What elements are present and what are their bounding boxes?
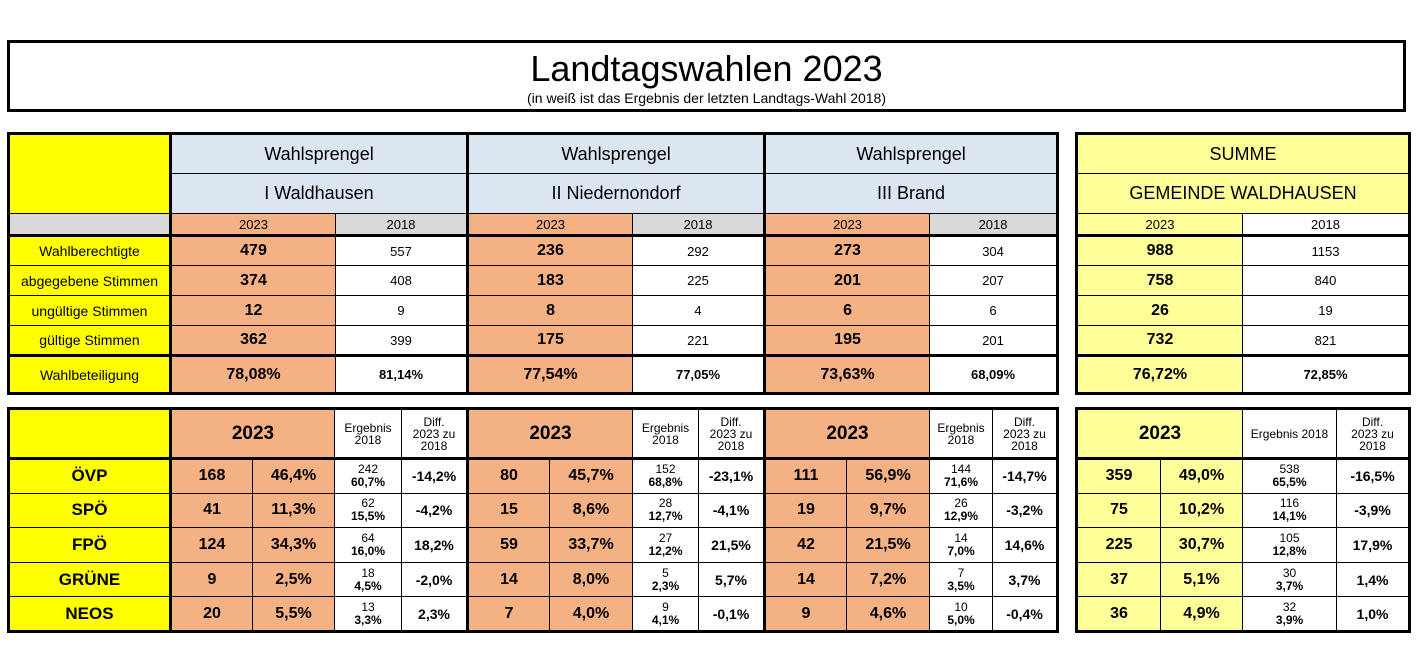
diff-header	[699, 409, 765, 459]
result-2018	[335, 459, 402, 494]
party-row	[1077, 528, 1410, 563]
result-2018-votes: 13	[361, 599, 375, 614]
turnout-2018: 68,09%	[930, 356, 1058, 394]
result-2018	[930, 459, 993, 494]
cell-line: 2018	[1359, 438, 1386, 453]
turnout-2018: 81,14%	[336, 356, 468, 394]
sum-value-2023: 988	[1077, 236, 1243, 266]
cell-line: 2023 zu	[412, 426, 456, 441]
sum-votes-2023: 75	[1077, 493, 1161, 528]
result-2018-votes: 7	[957, 565, 965, 580]
cell-line: 2018	[947, 432, 975, 447]
percent-2023: 34,3%	[253, 528, 335, 563]
year-new-header: 2023	[765, 214, 930, 236]
sum-value-2018: 821	[1243, 326, 1410, 356]
turnout-row	[1077, 356, 1410, 394]
sum-result-2018-percent: 12,8%	[1272, 543, 1307, 558]
value-2023: 8	[468, 296, 633, 326]
party-row	[1077, 562, 1410, 597]
year-2023-header: 2023	[468, 409, 633, 459]
result-2018	[930, 528, 993, 563]
result-2018	[335, 528, 402, 563]
party-header-row	[9, 409, 1058, 459]
sum-percent-2023: 10,2%	[1161, 493, 1243, 528]
result-2018	[930, 493, 993, 528]
result-2018-percent: 16,0%	[350, 543, 386, 558]
stats-row	[1077, 296, 1410, 326]
diff-value: 18,2%	[402, 528, 468, 563]
votes-2023: 19	[765, 493, 847, 528]
year-old-header: 2018	[336, 214, 468, 236]
party-row	[1077, 493, 1410, 528]
percent-2023: 5,5%	[253, 597, 335, 632]
sum-turnout-2018: 72,85%	[1243, 356, 1410, 394]
result-2018	[633, 562, 699, 597]
diff-value: 5,7%	[699, 562, 765, 597]
cell-line: Diff.	[423, 414, 445, 429]
party-name: ÖVP	[9, 459, 171, 494]
result-2018-votes: 26	[954, 496, 968, 511]
result-2018-votes: 242	[357, 462, 379, 477]
sum-diff-value: 1,0%	[1337, 597, 1410, 632]
result-2018-percent: 12,9%	[943, 509, 979, 524]
diff-value: -2,0%	[402, 562, 468, 597]
value-2023: 201	[765, 266, 930, 296]
value-2023: 175	[468, 326, 633, 356]
sum-result-2018-percent: 3,9%	[1275, 612, 1304, 627]
cell-line: 2018	[652, 432, 679, 447]
votes-2023: 41	[171, 493, 253, 528]
sprengel-name-line1: Wahlsprengel	[765, 134, 1058, 174]
cell-line: 2023 zu	[1351, 426, 1394, 441]
sum-diff-value: -3,9%	[1337, 493, 1410, 528]
turnout-2023: 78,08%	[171, 356, 336, 394]
sprengel-name-line2: II Niedernondorf	[468, 174, 765, 214]
value-2018: 207	[930, 266, 1058, 296]
sum-votes-2023: 36	[1077, 597, 1161, 632]
row-label: abgegebene Stimmen	[9, 266, 171, 296]
value-2018: 408	[336, 266, 468, 296]
cell-line: 2023 zu	[1003, 426, 1046, 441]
party-name: GRÜNE	[9, 562, 171, 597]
sum-votes-2023: 359	[1077, 459, 1161, 494]
result-2018-percent: 15,5%	[350, 509, 386, 524]
sprengel-name-line2: III Brand	[765, 174, 1058, 214]
party-row	[1077, 597, 1410, 632]
sum-result-2018-votes: 30	[1282, 565, 1297, 580]
votes-2023: 124	[171, 528, 253, 563]
sum-diff-value: 17,9%	[1337, 528, 1410, 563]
votes-2023: 20	[171, 597, 253, 632]
value-2018: 4	[633, 296, 765, 326]
votes-2023: 9	[171, 562, 253, 597]
stats-row	[1077, 236, 1410, 266]
result-2018-header	[930, 409, 993, 459]
value-2018: 399	[336, 326, 468, 356]
diff-value: -23,1%	[699, 459, 765, 494]
year-blank-cell	[9, 214, 171, 236]
diff-value: -14,7%	[993, 459, 1058, 494]
sum-percent-2023: 30,7%	[1161, 528, 1243, 563]
cell-line: Diff.	[1013, 414, 1036, 429]
result-2018	[335, 597, 402, 632]
percent-2023: 33,7%	[550, 528, 633, 563]
year-header-row	[9, 214, 1058, 236]
stats-row	[9, 236, 1058, 266]
votes-2023: 111	[765, 459, 847, 494]
sum-result-2018-percent: 3,7%	[1275, 578, 1304, 593]
result-2018	[335, 493, 402, 528]
result-2018-percent: 68,8%	[648, 475, 683, 490]
turnout-2023: 73,63%	[765, 356, 930, 394]
result-2018-votes: 28	[658, 496, 673, 511]
result-2018	[633, 597, 699, 632]
value-2023: 374	[171, 266, 336, 296]
party-table-summe	[1075, 407, 1411, 633]
percent-2023: 2,5%	[253, 562, 335, 597]
sprengel-header-row	[9, 134, 1058, 174]
result-2018-votes: 10	[954, 599, 968, 614]
year-2023-header: 2023	[765, 409, 930, 459]
turnout-2023: 77,54%	[468, 356, 633, 394]
votes-2023: 7	[468, 597, 550, 632]
sprengel-name-line1: Wahlsprengel	[468, 134, 765, 174]
percent-2023: 4,6%	[847, 597, 930, 632]
header-blank-cell	[9, 134, 171, 214]
sum-percent-2023: 4,9%	[1161, 597, 1243, 632]
value-2018: 292	[633, 236, 765, 266]
percent-2023: 7,2%	[847, 562, 930, 597]
stats-row	[1077, 266, 1410, 296]
percent-2023: 56,9%	[847, 459, 930, 494]
sum-result-2018	[1243, 597, 1337, 632]
result-2018-percent: 3,3%	[354, 612, 382, 627]
page-title: Landtagswahlen 2023	[530, 48, 883, 89]
year-old-header: 2018	[930, 214, 1058, 236]
sum-result-2018-votes: 116	[1279, 496, 1300, 511]
value-2023: 273	[765, 236, 930, 266]
diff-value: 3,7%	[993, 562, 1058, 597]
votes-2023: 14	[765, 562, 847, 597]
votes-2023: 9	[765, 597, 847, 632]
result-2018-percent: 7,0%	[947, 543, 975, 558]
result-2018	[335, 562, 402, 597]
diff-value: -14,2%	[402, 459, 468, 494]
value-2018: 557	[336, 236, 468, 266]
sum-value-2023: 732	[1077, 326, 1243, 356]
percent-2023: 9,7%	[847, 493, 930, 528]
value-2023: 183	[468, 266, 633, 296]
sum-diff-header	[1337, 409, 1410, 459]
result-2018-votes: 62	[361, 496, 375, 511]
value-2018: 304	[930, 236, 1058, 266]
diff-value: -0,1%	[699, 597, 765, 632]
row-label: ungültige Stimmen	[9, 296, 171, 326]
percent-2023: 46,4%	[253, 459, 335, 494]
sum-diff-value: 1,4%	[1337, 562, 1410, 597]
sum-value-2018: 1153	[1243, 236, 1410, 266]
votes-2023: 168	[171, 459, 253, 494]
summe-header-row	[1077, 174, 1410, 214]
value-2023: 236	[468, 236, 633, 266]
year-new-header: 2023	[1077, 214, 1243, 236]
result-2018-votes: 144	[950, 462, 972, 477]
diff-value: -0,4%	[993, 597, 1058, 632]
sum-result-2018	[1243, 459, 1337, 494]
sum-result-2018-votes: 105	[1279, 530, 1300, 545]
diff-header	[402, 409, 468, 459]
sum-result-2018	[1243, 493, 1337, 528]
value-2018: 201	[930, 326, 1058, 356]
percent-2023: 45,7%	[550, 459, 633, 494]
diff-value: 21,5%	[699, 528, 765, 563]
value-2018: 225	[633, 266, 765, 296]
cell-line: Diff.	[1361, 414, 1384, 429]
party-row	[9, 459, 1058, 494]
sum-diff-value: -16,5%	[1337, 459, 1410, 494]
party-table-sprengel	[7, 407, 1059, 633]
result-2018-percent: 12,2%	[648, 543, 683, 558]
percent-2023: 11,3%	[253, 493, 335, 528]
cell-line: 2023 zu	[709, 426, 753, 441]
result-2018-votes: 18	[361, 565, 375, 580]
cell-line: 2018	[420, 438, 448, 453]
result-2018	[633, 528, 699, 563]
party-row	[9, 597, 1058, 632]
diff-value: -4,1%	[699, 493, 765, 528]
votes-2023: 80	[468, 459, 550, 494]
cell-line: Diff.	[720, 414, 742, 429]
sum-turnout-2023: 76,72%	[1077, 356, 1243, 394]
stats-row	[1077, 326, 1410, 356]
sum-result-2018	[1243, 562, 1337, 597]
votes-2023: 59	[468, 528, 550, 563]
summe-header-row	[1077, 134, 1410, 174]
year-old-header: 2018	[633, 214, 765, 236]
sum-value-2018: 19	[1243, 296, 1410, 326]
stats-row	[9, 266, 1058, 296]
result-2018-percent: 2,3%	[651, 578, 680, 593]
result-2018-percent: 12,7%	[648, 509, 683, 524]
sum-result-2018-votes: 32	[1282, 599, 1297, 614]
turnout-label: Wahlbeteiligung	[9, 356, 171, 394]
result-2018-votes: 5	[662, 565, 669, 580]
diff-header	[993, 409, 1058, 459]
result-2018-percent: 71,6%	[943, 475, 979, 490]
row-label: gültige Stimmen	[9, 326, 171, 356]
cell-line: 2018	[717, 438, 745, 453]
stats-row	[9, 326, 1058, 356]
turnout-row	[9, 356, 1058, 394]
sum-value-2018: 840	[1243, 266, 1410, 296]
party-header-row	[1077, 409, 1410, 459]
result-2018-votes: 64	[361, 530, 375, 545]
value-2023: 12	[171, 296, 336, 326]
year-new-header: 2023	[171, 214, 336, 236]
percent-2023: 8,6%	[550, 493, 633, 528]
result-2018-percent: 4,1%	[651, 612, 680, 627]
sum-votes-2023: 225	[1077, 528, 1161, 563]
summe-title-line1: SUMME	[1077, 134, 1410, 174]
stats-row	[9, 296, 1058, 326]
sum-value-2023: 26	[1077, 296, 1243, 326]
result-2018	[930, 597, 993, 632]
cell-line: Ergebnis	[344, 420, 392, 435]
party-row	[9, 528, 1058, 563]
stats-table-summe	[1075, 132, 1411, 395]
sum-result-2018-percent: 65,5%	[1272, 475, 1307, 490]
sprengel-name-line2: I Waldhausen	[171, 174, 468, 214]
result-2018	[930, 562, 993, 597]
year-old-header: 2018	[1243, 214, 1410, 236]
year-new-header: 2023	[468, 214, 633, 236]
sum-value-2023: 758	[1077, 266, 1243, 296]
sum-votes-2023: 37	[1077, 562, 1161, 597]
diff-value: 14,6%	[993, 528, 1058, 563]
cell-line: 2018	[1011, 438, 1038, 453]
percent-2023: 8,0%	[550, 562, 633, 597]
result-2018-votes: 14	[954, 530, 968, 545]
cell-line: Ergebnis	[937, 420, 985, 435]
result-2018-percent: 5,0%	[947, 612, 975, 627]
stats-table-sprengel	[7, 132, 1059, 395]
sum-result-2018	[1243, 528, 1337, 563]
year-2023-header: 2023	[171, 409, 335, 459]
title-box	[7, 40, 1406, 112]
value-2023: 195	[765, 326, 930, 356]
party-name: NEOS	[9, 597, 171, 632]
party-name: FPÖ	[9, 528, 171, 563]
party-name: SPÖ	[9, 493, 171, 528]
party-row	[9, 562, 1058, 597]
party-row	[1077, 459, 1410, 494]
diff-value: 2,3%	[402, 597, 468, 632]
result-2018-percent: 60,7%	[350, 475, 386, 490]
votes-2023: 42	[765, 528, 847, 563]
votes-2023: 14	[468, 562, 550, 597]
cell-line: Ergebnis	[641, 420, 690, 435]
value-2018: 9	[336, 296, 468, 326]
result-2018	[633, 459, 699, 494]
result-2018	[633, 493, 699, 528]
sum-result-2018-header: Ergebnis 2018	[1243, 409, 1337, 459]
turnout-2018: 77,05%	[633, 356, 765, 394]
row-label: Wahlberechtigte	[9, 236, 171, 266]
sum-percent-2023: 5,1%	[1161, 562, 1243, 597]
result-2018-header	[633, 409, 699, 459]
percent-2023: 4,0%	[550, 597, 633, 632]
result-2018-percent: 3,5%	[947, 578, 975, 593]
sum-result-2018-percent: 14,1%	[1272, 509, 1307, 524]
result-2018-votes: 27	[658, 530, 673, 545]
percent-2023: 21,5%	[847, 528, 930, 563]
value-2018: 221	[633, 326, 765, 356]
sum-percent-2023: 49,0%	[1161, 459, 1243, 494]
sprengel-name-line1: Wahlsprengel	[171, 134, 468, 174]
party-row	[9, 493, 1058, 528]
page-subtitle: (in weiß ist das Ergebnis der letzten Landtags-Wahl 2018)	[527, 90, 886, 106]
diff-value: -4,2%	[402, 493, 468, 528]
year-header-row	[1077, 214, 1410, 236]
cell-line: 2018	[354, 432, 382, 447]
party-header-blank	[9, 409, 171, 459]
sum-result-2018-votes: 538	[1279, 462, 1300, 477]
value-2023: 6	[765, 296, 930, 326]
sum-year-2023-header: 2023	[1077, 409, 1243, 459]
result-2018-votes: 152	[655, 462, 676, 477]
value-2018: 6	[930, 296, 1058, 326]
result-2018-percent: 4,5%	[354, 578, 382, 593]
value-2023: 479	[171, 236, 336, 266]
result-2018-votes: 9	[662, 599, 669, 614]
result-2018-header	[335, 409, 402, 459]
summe-title-line2: GEMEINDE WALDHAUSEN	[1077, 174, 1410, 214]
votes-2023: 15	[468, 493, 550, 528]
value-2023: 362	[171, 326, 336, 356]
diff-value: -3,2%	[993, 493, 1058, 528]
